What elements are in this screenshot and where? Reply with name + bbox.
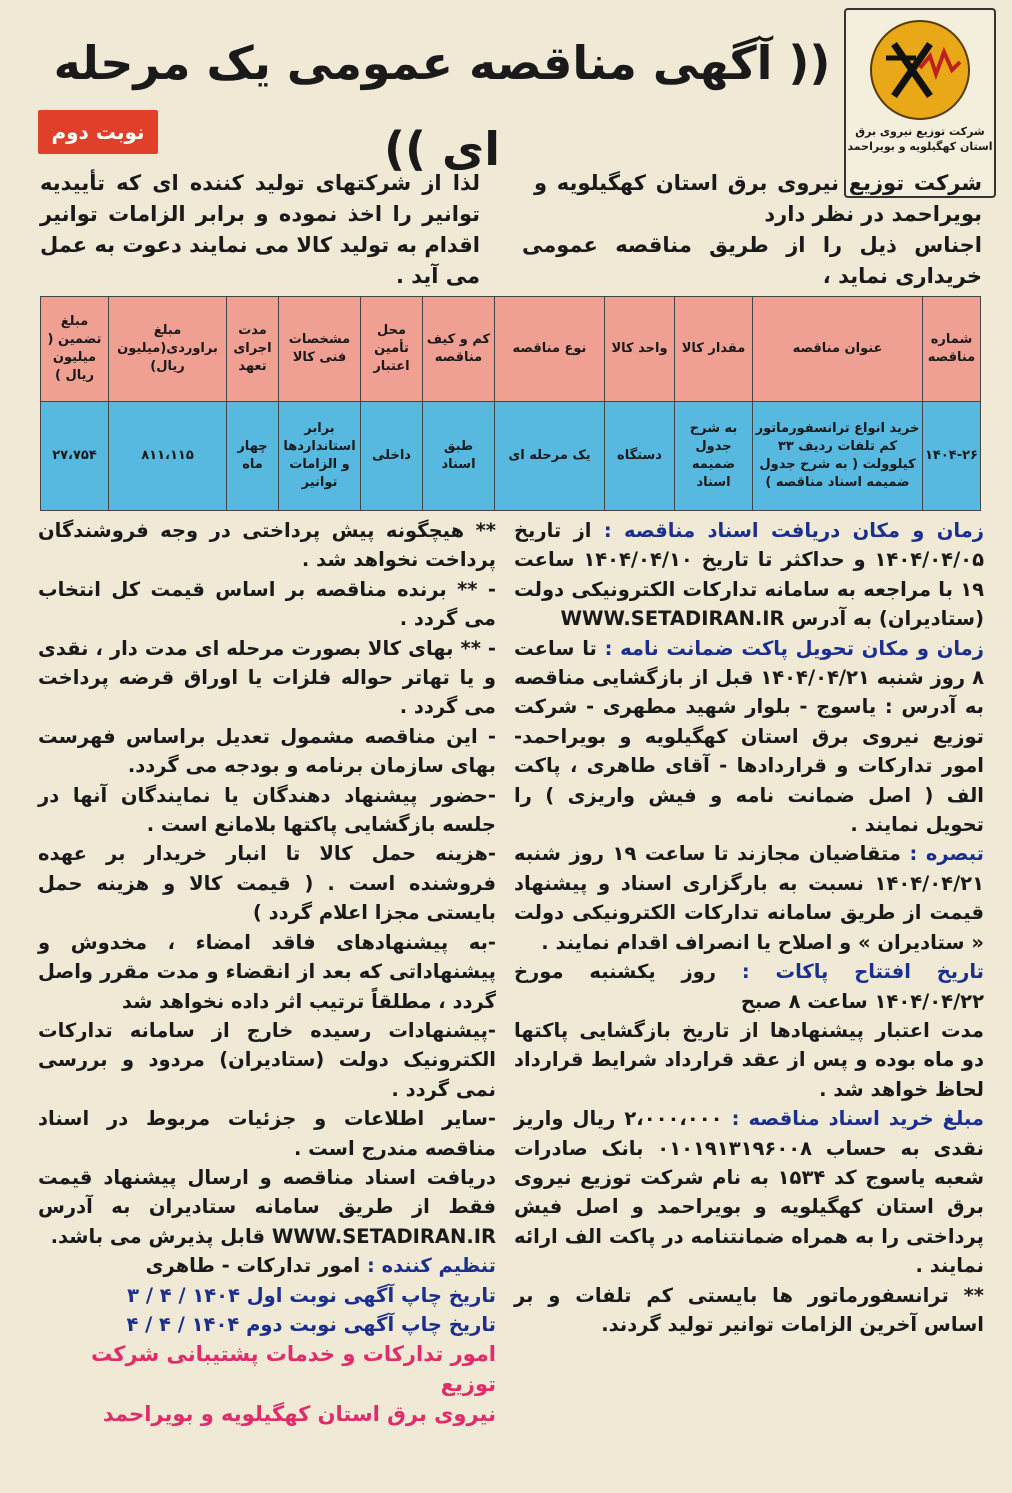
fee-paragraph <box>514 1104 984 1280</box>
note-text: متقاضیان مجازند تا ساعت ۱۹ روز شنبه ۱۴۰۴/۰۴/۲۱ نسبت به بارگزاری اسناد و پیشنهاد قیمت از طریق سامانه تدارکات الکترونیکی دولت « ستادیران » و اصلاح یا انصراف اقدام نمایند . <box>514 842 984 954</box>
docs-paragraph <box>514 516 984 634</box>
issuing-department-line-1: امور تدارکات و خدمات پشتیبانی شرکت توزیع <box>91 1342 496 1397</box>
organizer-value: امور تدارکات - طاهری <box>145 1254 361 1278</box>
tender-number-cell: ۱۴۰۴-۲۶ <box>923 402 981 511</box>
opening-heading: تاریخ افتتاح پاکات : <box>741 960 984 984</box>
first-print-line <box>38 1281 496 1310</box>
technical-spec-cell: برابر استانداردها و الزامات توانیر <box>279 402 361 511</box>
list-item: -به پیشنهادهای فاقد امضاء ، مخدوش و پیشنهاداتی که بعد از انقضاء و مدت مقرر واصل گردد ، مطلقاً ترتیب اثر داده نخواهد شد <box>38 930 496 1013</box>
second-print-label: تاریخ چاپ آگهی نوبت دوم <box>246 1312 496 1336</box>
validity-paragraph: مدت اعتبار پیشنهادها از تاریخ بازگشایی پاکتها دو ماه بوده و پس از عقد قرارداد شرایط قرارداد لحاظ خواهد شد . <box>514 1018 984 1101</box>
table-header-cell: مبلغ براوردی(میلیون ریال) <box>109 297 227 402</box>
organizer-line <box>38 1251 496 1280</box>
list-item: -پیشنهادات رسیده خارج از سامانه تدارکات الکترونیک دولت (ستادیران) مردود و بررسی نمی گردد . <box>38 1018 496 1101</box>
table-header-cell: مبلغ تضمین ( میلیون ریال ) <box>41 297 109 402</box>
guarantee-text: تا ساعت ۸ روز شنبه ۱۴۰۴/۰۴/۲۱ قبل از بازگشایی مناقصه به آدرس : یاسوج - بلوار شهید مطهری - شرکت توزیع نیروی برق استان کهگیلویه و بویراحمد- امور تدارکات و قراردادها - آقای طاهری ، پاکت الف ( اصل ضمانت نامه و فیش واریزی ) را تحویل نمایند . <box>514 636 984 837</box>
list-item: دریافت اسناد مناقصه و ارسال پیشنهاد قیمت فقط از طریق سامانه ستادیران به آدرس WWW.SETADIRAN.IR قابل پذیرش می باشد. <box>38 1165 496 1248</box>
guarantee-amount-cell: ۲۷،۷۵۴ <box>41 402 109 511</box>
table-header-cell: شماره مناقصه <box>923 297 981 402</box>
list-item: -حضور پیشنهاد دهندگان یا نمایندگان آنها در جلسه بازگشایی پاکتها بلامانع است . <box>38 783 496 837</box>
note-heading: تبصره : <box>909 842 984 866</box>
guarantee-paragraph <box>514 634 984 840</box>
list-item: - ** بهای کالا بصورت مرحله ای مدت دار ، نقدی و یا تهاتر حواله فلزات یا اوراق قرضه پرداخت می گردد . <box>38 636 496 719</box>
second-print-date: ۱۴۰۴ / ۴ / ۴ <box>126 1312 240 1336</box>
table-header-cell: نوع مناقصه <box>495 297 605 402</box>
opening-text: روز یکشنبه مورخ ۱۴۰۴/۰۴/۲۲ ساعت ۸ صبح <box>514 960 984 1013</box>
issuing-department-line-2: نیروی برق استان کهگیلویه و بویراحمد <box>102 1402 496 1427</box>
transformer-note: ** ترانسفورماتور ها بایستی کم تلفات و بر اساس آخرین الزامات توانیر تولید گردند. <box>514 1283 984 1336</box>
fee-text: ۲،۰۰۰،۰۰۰ ریال واریز نقدی به حساب ۰۱۰۱۹۱۳۱۹۶۰۰۸ بانک صادرات شعبه یاسوج کد ۱۵۳۴ به نام شرکت توزیع نیروی برق استان کهگیلویه و بویراحمد و اصل فیش پرداختی را به همراه ضمانتنامه در پاکت الف ارائه نمایند . <box>514 1107 985 1278</box>
right-column <box>514 516 984 1339</box>
page-title: (( آگهی مناقصه عمومی یک مرحله ای )) <box>53 36 831 176</box>
tender-table <box>40 296 981 511</box>
intro-left-text: لذا از شرکتهای تولید کننده ای که تأییدیه توانیر را اخذ نموده و برابر الزامات توانیر اقدام به تولید کالا می نمایند دعوت به عمل می آید . <box>39 171 480 288</box>
table-header-cell: مقدار کالا <box>675 297 753 402</box>
first-print-label: تاریخ چاپ آگهی نوبت اول <box>246 1283 496 1307</box>
tender-type-cell: یک مرحله ای <box>495 402 605 511</box>
unit-cell: دستگاه <box>605 402 675 511</box>
left-column <box>38 516 496 1429</box>
issuing-department <box>38 1339 496 1429</box>
logo-caption: شرکت توزیع نیروی برق استان کهگیلویه و بویراحمد <box>847 125 993 153</box>
table-header-cell: مدت اجرای تعهد <box>227 297 279 402</box>
list-item: -هزینه حمل کالا تا انبار خریدار بر عهده فروشنده است . ( قیمت کالا و هزینه حمل بایستی مجزا اعلام گردد ) <box>38 842 496 925</box>
list-item: - این مناقصه مشمول تعدیل براساس فهرست بهای سازمان برنامه و بودجه می گردد. <box>38 724 496 778</box>
list-item: -سایر اطلاعات و جزئیات مربوط در اسناد مناقصه مندرج است . <box>38 1107 496 1160</box>
round-badge: نوبت دوم <box>38 110 158 154</box>
docs-heading: زمان و مکان دریافت اسناد مناقصه : <box>603 519 984 542</box>
table-header-cell: مشخصات فنی کالا <box>279 297 361 402</box>
quantity-cell: به شرح جدول ضمیمه اسناد <box>675 402 753 511</box>
list-item: - ** برنده مناقصه بر اساس قیمت کل انتخاب می گردد . <box>38 577 496 631</box>
intro-wide-text: اجناس ذیل را از طریق مناقصه عمومی خریداری نماید ، <box>522 233 982 288</box>
tender-title-cell: خرید انواع ترانسفورماتور کم تلفات ردیف ۳۳ کیلوولت ( به شرح جدول ضمیمه اسناد مناقصه ) <box>753 402 923 511</box>
power-company-logo-icon <box>870 20 970 120</box>
table-header-cell: کم و کیف مناقصه <box>423 297 495 402</box>
estimated-amount-cell: ۸۱۱،۱۱۵ <box>109 402 227 511</box>
intro-right-text: شرکت توزیع نیروی برق استان کهگیلویه و بویراحمد در نظر دارد <box>534 171 982 226</box>
second-print-line <box>38 1310 496 1339</box>
funding-source-cell: داخلی <box>361 402 423 511</box>
list-item: ** هیچگونه پیش پرداختی در وجه فروشندگان پرداخت نخواهد شد . <box>38 519 496 572</box>
table-header-cell: محل تأمین اعتبار <box>361 297 423 402</box>
docs-text: از تاریخ ۱۴۰۴/۰۴/۰۵ و حداکثر تا تاریخ ۱۴۰۴/۰۴/۱۰ ساعت ۱۹ با مراجعه به سامانه تدارکات الکترونیکی دولت (ستادیران) به آدرس WWW.SETADIRAN.IR <box>514 519 984 631</box>
duration-cell: چهار ماه <box>227 402 279 511</box>
table-header-row <box>41 297 981 402</box>
note-paragraph <box>514 839 984 957</box>
table-row <box>41 402 981 511</box>
opening-paragraph <box>514 957 984 1016</box>
organizer-label: تنظیم کننده : <box>367 1254 496 1278</box>
fee-heading: مبلغ خرید اسناد مناقصه : <box>731 1107 984 1131</box>
first-print-date: ۱۴۰۴ / ۴ / ۳ <box>127 1283 240 1307</box>
table-header-cell: عنوان مناقصه <box>753 297 923 402</box>
tender-quality-cell: طبق اسناد <box>423 402 495 511</box>
table-header-cell: واحد کالا <box>605 297 675 402</box>
guarantee-heading: زمان و مکان تحویل پاکت ضمانت نامه : <box>604 636 984 660</box>
